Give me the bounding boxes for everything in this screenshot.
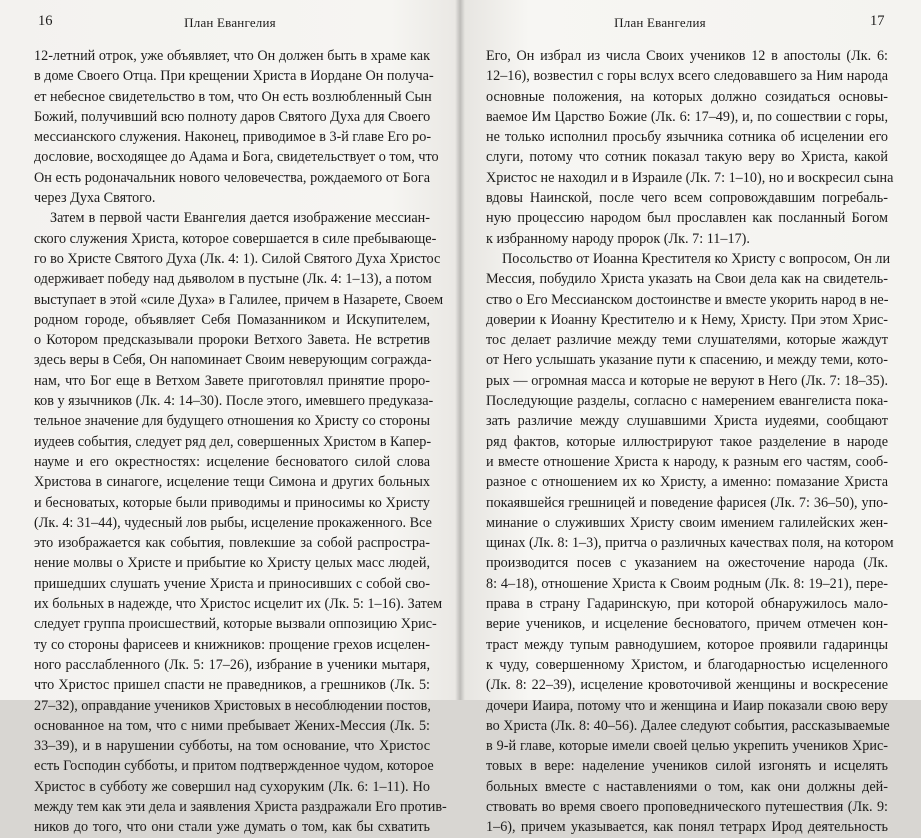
text-line: нам, что Бог еще в Ветхом Завете приготовлял принятие проро- [34, 372, 430, 389]
text-line: Он есть родоначальник нового человечества, рождаемого от Бога [34, 169, 430, 186]
text-line: ство о Его Мессианском достоинстве и вместе укорить народ в не- [486, 291, 889, 308]
text-line: 12-летний отрок, уже объявляет, что Он должен быть в храме как [34, 48, 430, 64]
text-line: 33–39), и в нарушении субботы, на том основание, что Христос [34, 738, 430, 755]
text-line: Христос не находил и в Израиле (Лк. 7: 1–10), но и воскресил сына [486, 169, 894, 186]
text-line: (Лк. 8: 22–39), исцеление кровоточивой женщины и воскресение [486, 677, 888, 694]
text-line: есть Господин субботы, и притом подтвержденное чудом, которое [34, 758, 434, 775]
text-line: щинах (Лк. 8: 1–3), притча о различных качествах поля, на котором [486, 535, 894, 552]
text-line: что Христос пришел спасти не праведников, а грешников (Лк. 5: [34, 677, 430, 694]
text-line: мессианского служения. Наконец, приводимое в 3-й главе Его ро- [34, 129, 432, 146]
text-line: доверии к Иоанну Крестителю и к Нему, Христу. При этом Хрис- [486, 311, 888, 328]
text-line: 8: 4–18), отношение Христа к Своим родным (Лк. 8: 19–21), пере- [486, 575, 888, 592]
text-line: 1–6), причем указывается, как понял тетрарх Ирод деятельность [486, 819, 888, 836]
page-number: 17 [870, 13, 885, 29]
text-line: основанное на том, что с ними пребывает Жених-Мессия (Лк. 5: [34, 717, 430, 734]
text-line: (Лк. 4: 31–44), чудесный лов рыбы, исцеление прокаженного. Все [34, 514, 432, 531]
text-line: и бесноватых, которые были приводимы и приносимы ко Христу [34, 494, 430, 511]
text-line: между тем как эти дела и заявления Христа раздражали Его против- [34, 798, 447, 815]
text-line: 27–32), оправдание учеников Христовых в несоблюдении постов, [34, 697, 431, 714]
text-line: ского служения Христа, которое совершается в силе пребывающе- [34, 230, 437, 247]
left-page [0, 0, 460, 836]
text-line: Христос в субботу же совершил над сухоруким (Лк. 6: 1–11). Но [34, 778, 430, 795]
text-line: родном городе, объявляет Себя Помазанником и Искупителем, [34, 311, 430, 328]
text-line: ваемое Им Царство Божие (Лк. 6: 17–49), и, по сошествии с горы, [486, 108, 888, 125]
text-line: дословие, восходящее до Адама и Бога, свидетельствует о том, что [34, 149, 439, 166]
text-line: не только исполнил просьбу язычника сотника об исцелении его [486, 129, 888, 146]
text-line: иудеев события, следует ряд дел, совершенных Христом в Капер- [34, 433, 432, 450]
text-line: науме и его окрестностях: исцеление бесноватого силой слова [34, 453, 430, 470]
text-line: производится посев с указанием на ожесточение народа (Лк. [486, 555, 888, 572]
body-text [34, 46, 447, 838]
running-head: План Евангелия [184, 15, 276, 30]
text-line: в доме Своего Отца. При крещении Христа в Иордане Он получа- [34, 68, 434, 85]
text-line: Посольство от Иоанна Крестителя ко Христу с вопросом, Он ли [502, 250, 891, 267]
text-line: вдовы Наинской, после чего всем сопровождавшим погребаль- [486, 190, 888, 207]
text-line: Последующие разделы, согласно с намерением евангелиста пока- [486, 393, 888, 410]
text-line: Божий, получивший всю полноту даров Святого Духа для Своего [34, 108, 431, 125]
text-line: ряд фактов, которые иллюстрируют такое разделение в народе [486, 433, 888, 450]
text-line: и вместе отношение Христа к народу, к разным его частям, сооб- [486, 453, 888, 470]
text-line: это изображается как события, повлекшие за собой распростра- [34, 535, 430, 552]
page-number: 16 [38, 13, 53, 29]
text-line: покаявшейся грешницей и поведение фарисея (Лк. 7: 36–50), упо- [486, 494, 888, 511]
text-line: ного расслабленного (Лк. 5: 17–26), избрание в ученики мытаря, [34, 656, 430, 673]
text-line: товых в вере: наделение учеников силой изгонять и исцелять [486, 758, 888, 775]
text-line: тельное значение для будущего отношения ко Христу со стороны [34, 413, 430, 430]
text-line: минание о служивших Христу своим имением галилейских жен- [486, 514, 888, 531]
text-line: дочери Иаира, потому что и женщина и Иаир показали свою веру [486, 697, 888, 714]
text-line: основные положения, на которых должно созидаться основы- [486, 88, 888, 105]
text-line: во Христа (Лк. 8: 40–56). Далее следуют события, рассказываемые [486, 717, 890, 734]
right-page [460, 0, 921, 836]
text-line: больных вместе с наставлениями о том, как они должны дей- [486, 778, 888, 795]
text-line: тос делает различие между теми слушателями, которые жаждут [486, 332, 888, 349]
text-line: ствовать во время своего проповеднического путешествия (Лк. 9: [486, 798, 888, 815]
text-line: пришедших слушать учение Христа и приносивших с собой сво- [34, 575, 430, 592]
text-line: верие учеников, и исцеление бесноватого, причем отмечен кон- [486, 616, 888, 633]
text-line: ет небесное свидетельство в том, что Он есть возлюбленный Сын [34, 88, 432, 105]
text-line: Христова в синагоге, исцеление тещи Симона и других больных [34, 474, 430, 491]
text-line: одерживает победу над дьяволом в пустыне (Лк. 4: 1–13), а потом [34, 271, 432, 288]
text-line: го во Христе Святого Духа (Лк. 4: 1). Силой Святого Духа Христос [34, 250, 441, 267]
text-line: к избранному народу пророк (Лк. 7: 11–17). [486, 230, 750, 247]
text-line: нение молвы о Христе и прибытие ко Христу целых масс людей, [34, 555, 430, 572]
text-line: Мессия, побудило Христа указать на Свои дела как на свидетель- [486, 271, 888, 288]
text-line: Его, Он избрал из числа Своих учеников 12 в апостолы (Лк. 6: [486, 48, 888, 64]
text-line: о Котором предсказывали пророки Ветхого Завета. Не встретив [34, 332, 430, 349]
text-line: слуги, потому что сотник показал такую веру во Христа, какой [486, 149, 888, 166]
text-line: зать различие между слушавшими Христа иудеями, сообщают [486, 413, 888, 430]
text-line: Затем в первой части Евангелия дается изображение мессиан- [50, 210, 430, 227]
text-line: следует группа происшествий, которые вызвали оппозицию Хрис- [34, 616, 437, 633]
text-line: ников до того, что они стали уже думать о том, как бы схватить [34, 819, 430, 836]
text-line: через Духа Святого. [34, 190, 156, 207]
body-text [486, 46, 894, 838]
text-line: в 9-й главе, которые имели своей целью укрепить учеников Хрис- [486, 738, 888, 755]
text-line: 12–16), возвестил с горы вслух всего следовавшего за Ним народа [486, 68, 888, 85]
text-line: к чуду, совершенному Христом, и благодарностью исцеленного [486, 656, 888, 673]
text-line: от Него услышать указание пути к спасению, и между теми, кото- [486, 352, 888, 369]
running-head: План Евангелия [614, 15, 706, 30]
book-gutter [455, 0, 465, 700]
text-line: ков у язычников (Лк. 4: 14–30). После этого, имевшего предуказа- [34, 393, 434, 410]
text-line: разное с отношением их ко Христу, а именно: помазание Христа [486, 474, 888, 491]
text-line: их больных в надежде, что Христос исцелит их (Лк. 5: 1–16). Затем [34, 596, 443, 613]
text-line: рых — огромная масса и которые не веруют в Него (Лк. 7: 18–35). [486, 372, 888, 389]
text-line: выступает в этой «силе Духа» в Галилее, причем в Назарете, Своем [34, 291, 444, 308]
text-line: ную процессию народом был прославлен как посланный Богом [486, 210, 888, 227]
text-line: права в страну Гадаринскую, при которой обнаружилось мало- [486, 596, 888, 613]
text-line: траст между тупым равнодушием, которое проявили гадаринцы [486, 636, 888, 653]
text-line: здесь веры в Себя, Он напоминает Своим неверующим согражда- [34, 352, 432, 369]
text-line: ту со стороны фарисеев и книжников: прощение грехов исцелен- [34, 636, 430, 653]
